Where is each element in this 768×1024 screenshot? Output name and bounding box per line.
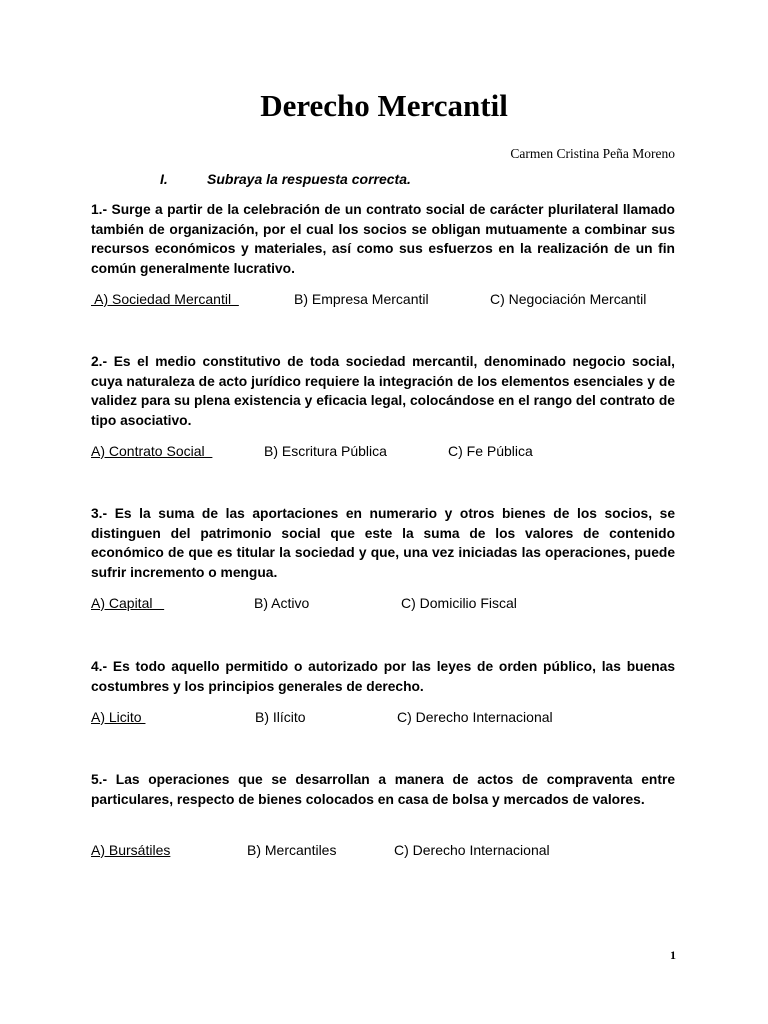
question-5-text: 5.- Las operaciones que se desarrollan a manera de actos de compraventa entre particulares, respecto de bienes colocados en casa de bolsa y mercados de valores. xyxy=(91,772,675,807)
question-5-option-b: B) Mercantiles xyxy=(247,842,337,858)
question-2-option-a: A) Contrato Social xyxy=(91,443,213,459)
question-4-text: 4.- Es todo aquello permitido o autorizado por las leyes de orden público, las buenas costumbres y los principios generales de derecho. xyxy=(91,659,675,694)
section-heading xyxy=(160,170,411,188)
question-2-text: 2.- Es el medio constitutivo de toda sociedad mercantil, denominado negocio social, cuya naturaleza de acto jurídico requiere la integración de los elementos esenciales y de validez para su plena existencia y eficacia legal, colocándose en el rango del contrato de tipo asociativo. xyxy=(91,354,675,428)
question-3-option-a: A) Capital xyxy=(91,595,165,611)
section-title: Subraya la respuesta correcta. xyxy=(207,171,411,187)
question-4-option-c: C) Derecho Internacional xyxy=(397,709,553,725)
question-1-option-a: A) Sociedad Mercantil xyxy=(91,291,239,307)
question-1-text: 1.- Surge a partir de la celebración de un contrato social de carácter plurilateral llamado también de organización, por el cual los socios se obligan mutuamente a combinar sus recursos económicos y materiales, así como sus esfuerzos en la realización de un fin común generalmente lucrativo. xyxy=(91,202,675,276)
author-name: Carmen Cristina Peña Moreno xyxy=(510,146,675,161)
question-2-option-c: C) Fe Pública xyxy=(448,443,533,459)
question-2-option-b: B) Escritura Pública xyxy=(264,443,387,459)
question-4-option-a: A) Licito xyxy=(91,709,146,725)
section-number: I. xyxy=(160,171,168,187)
question-5-option-c: C) Derecho Internacional xyxy=(394,842,550,858)
question-3-option-b: B) Activo xyxy=(254,595,310,611)
question-5-option-a: A) Bursátiles xyxy=(91,842,171,858)
question-1-option-c: C) Negociación Mercantil xyxy=(490,291,647,307)
question-3-text: 3.- Es la suma de las aportaciones en numerario y otros bienes de los socios, se distinguen del patrimonio social que este la suma de los valores de contenido económico de que es titular la sociedad y que, una vez iniciadas las operaciones, puede sufrir incremento o mengua. xyxy=(91,506,675,580)
page-number: 1 xyxy=(670,948,676,962)
question-3-option-c: C) Domicilio Fiscal xyxy=(401,595,517,611)
question-4-option-b: B) Ilícito xyxy=(255,709,306,725)
document-title: Derecho Mercantil xyxy=(260,88,508,123)
question-1-option-b: B) Empresa Mercantil xyxy=(294,291,429,307)
